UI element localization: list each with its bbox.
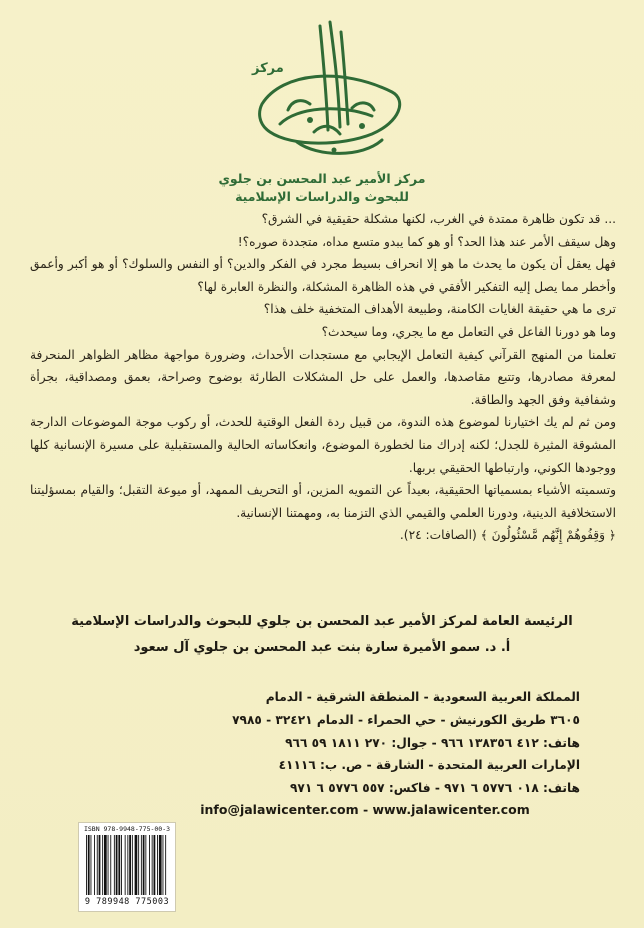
barcode-bar xyxy=(138,835,139,895)
barcode-bar xyxy=(116,835,118,895)
isbn-number: 9 789948 775003 xyxy=(84,897,170,907)
calligraphy-logo-icon xyxy=(222,12,422,172)
intro-paragraph: وهل سيقف الأمر عند هذا الحد؟ أو هو كما يبدو متسع مداه، متجددة صوره؟! xyxy=(237,234,616,249)
center-logo xyxy=(222,12,422,172)
barcode-bar xyxy=(104,835,107,895)
barcode-bar xyxy=(118,835,120,895)
isbn-barcode xyxy=(78,822,176,912)
barcode-bar xyxy=(143,835,145,895)
barcode-bar xyxy=(102,835,103,895)
barcode-bar xyxy=(154,835,156,895)
barcode-bar xyxy=(99,835,101,895)
barcode-bar xyxy=(125,835,126,895)
barcode-bar xyxy=(114,835,115,895)
address-line: المملكة العربية السعودية - المنطقة الشرقية - الدمام xyxy=(265,690,580,704)
address-line: الإمارات العربية المتحدة - الشارقة - ص. ب: ٤١١١٦ xyxy=(278,758,580,773)
address-block xyxy=(150,686,580,800)
barcode-bar xyxy=(127,835,128,895)
intro-text xyxy=(30,208,616,547)
intro-paragraph: وما هو دورنا الفاعل في التعامل مع ما يجري، وما سيحدث؟ xyxy=(321,324,616,339)
barcode-bar xyxy=(121,835,122,895)
barcode-bar xyxy=(110,835,111,895)
barcode-bar xyxy=(165,835,166,895)
barcode-bar xyxy=(88,835,90,895)
barcode-bar xyxy=(145,835,146,895)
address-line: هاتف: ٠١٨ ٥٧٧٦ ٦ ٩٧١ - فاكس: ٥٥٧ ٥٧٧٦ ٦ ٩٧١ xyxy=(289,781,580,796)
intro-paragraph: تعلمنا من المنهج القرآني كيفية التعامل الإيجابي مع مستجدات الأحداث، وضرورة مواجهة مظاهر الظواهر المنحرفة لمعرفة مصادرها، وتتبع مقاصدها، والعمل على حل المشكلات الطارئة بوضوح وصراحة، بعمق ومصداقية، بجرأة وشفافية وفق الجهد والطاقة. xyxy=(30,347,616,407)
barcode-icon xyxy=(85,835,169,895)
barcode-bar xyxy=(159,835,162,895)
barcode-bar xyxy=(94,835,95,895)
address-line: ٣٦٠٥ طريق الكورنيش - حي الحمراء - الدمام ٣٢٤٢١ - ٧٩٨٥ xyxy=(232,712,580,727)
contact-info[interactable]: info@jalawicenter.com - www.jalawicenter.com xyxy=(200,802,530,817)
barcode-bar xyxy=(108,835,109,895)
isbn-label: ISBN 978-9948-775-00-3 xyxy=(83,825,171,833)
address-line: هاتف: ٤١٢ ١٣٨٣٥٦ ٩٦٦ - جوال: ٢٧٠ ١٨١١ ٥٩ ٩٦٦ xyxy=(285,735,580,750)
barcode-bar xyxy=(135,835,138,895)
barcode-bar xyxy=(163,835,164,895)
center-name-line2: للبحوث والدراسات الإسلامية xyxy=(235,189,409,204)
intro-paragraph: ترى ما هي حقيقة الغايات الكامنة، وطبيعة الأهداف المتخفية خلف هذا؟ xyxy=(263,302,616,317)
center-name-line1: مركز الأمير عبد المحسن بن جلوي xyxy=(218,171,426,186)
intro-paragraph: ومن ثم لم يك اختيارنا لموضوع هذه الندوة، من قبيل ردة الفعل الوقتية للحدث، أو ركوب موجة الموضوعات الدارجة المشوقة المثيرة للجدل؛ لكنه إدراك منا لخطورة الموضوع، وانعكاساته الحالية والمستقبلية على مسيرة الإنسانية كلها ووجودها الكوني، وارتباطها الحقيقي بربها. xyxy=(30,415,616,475)
barcode-bar xyxy=(157,835,158,895)
barcode-bar xyxy=(132,835,133,895)
barcode-bar xyxy=(97,835,98,895)
barcode-bar xyxy=(91,835,92,895)
intro-paragraph: ... قد تكون ظاهرة ممتدة في الغرب، لكنها مشكلة حقيقية في الشرق؟ xyxy=(261,212,616,226)
logo-monogram: مركز xyxy=(252,61,284,76)
barcode-bar xyxy=(129,835,131,895)
barcode-bar xyxy=(149,835,150,895)
quran-verse: ﴿ وَقِفُوهُمْ إِنَّهُم مَّسْئُولُونَ ﴾ (الصافات: ٢٤). xyxy=(399,528,616,543)
director-name: أ. د. سمو الأميرة سارة بنت عبد المحسن بن جلوي آل سعود xyxy=(133,640,511,655)
intro-paragraph: فهل يعقل أن يكون ما يحدث ما هو إلا انحراف بسيط مجرد في الفكر والدين؟ أو النفس والسلوك؟ أو هو أكبر وأعمق وأخطر مما يصل إليه التفكير الأفقي في هذه الظاهرة المشكلة، والنظرة العابرة لها؟ xyxy=(30,257,616,294)
barcode-bar xyxy=(141,835,142,895)
intro-paragraph: وتسميته الأشياء بمسمياتها الحقيقية، بعيداً عن التمويه المزين، أو التحريف الممهد، أو ميوعة التقبل؛ والقيام بمسؤليتنا الاستخلافية الدينية، ودورنا العلمي والقيمي الذي التزمنا به، ومهمتنا الإنسانية. xyxy=(30,483,616,520)
barcode-bar xyxy=(86,835,87,895)
director-title: الرئيسة العامة لمركز الأمير عبد المحسن بن جلوي للبحوث والدراسات الإسلامية xyxy=(71,614,573,629)
barcode-bar xyxy=(152,835,153,895)
